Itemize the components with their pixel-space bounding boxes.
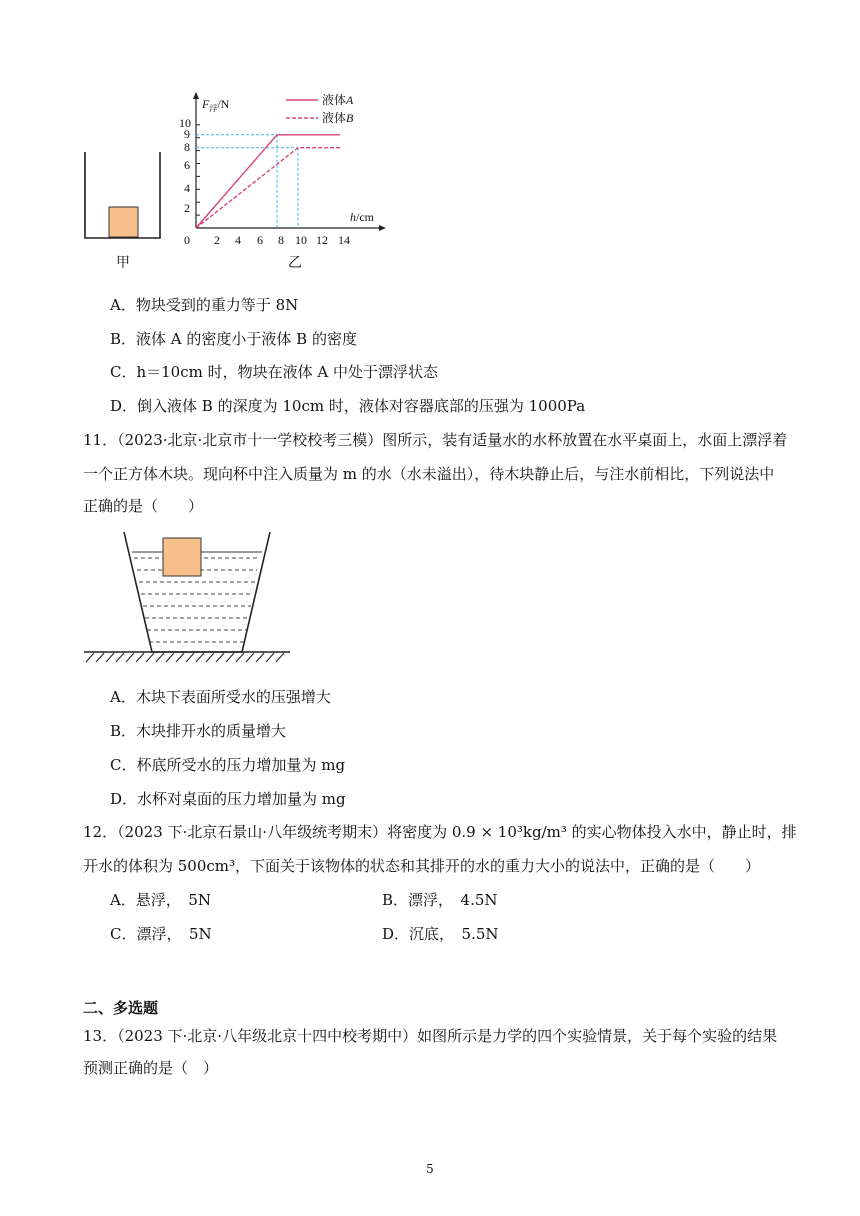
q13-stem-line1: 13．（2023 下·北京·八年级北京十四中校考期中）如图所示是力学的四个实验情景，关于每个实验的结果	[83, 1027, 778, 1045]
guide-lines	[196, 135, 298, 228]
q10-option-d: D．倒入液体 B 的深度为 10cm 时，液体对容器底部的压强为 1000Pa	[110, 397, 586, 415]
legend-b-label: 液体B	[322, 111, 354, 125]
x-tick-label: 10	[295, 233, 307, 247]
y-ticks	[196, 121, 200, 215]
floating-block	[163, 538, 201, 576]
figure-yi-label: 乙	[288, 255, 302, 271]
q13-stem-line2: 预测正确的是（ ）	[83, 1059, 219, 1077]
y-tick-label: 4	[184, 181, 190, 195]
series-liquid-a	[196, 135, 340, 228]
x-tick-label: 12	[316, 233, 328, 247]
series-liquid-b	[196, 148, 340, 228]
legend-a-label: 液体A	[322, 93, 354, 107]
q12-stem-line2: 开水的体积为 500cm³，下面关于该物体的状态和其排开的水的重力大小的说法中，正确的是（ ）	[83, 857, 761, 875]
y-tick-label: 2	[184, 201, 190, 215]
x-tick-label: 6	[257, 233, 263, 247]
table-hatching	[86, 653, 284, 662]
q12-option-d: D．沉底， 5.5N	[382, 925, 499, 943]
q12-option-a: A．悬浮， 5N	[110, 891, 212, 909]
x-tick-label: 4	[235, 233, 241, 247]
x-tick-label: 14	[338, 233, 350, 247]
q11-option-a: A．木块下表面所受水的压强增大	[110, 688, 331, 706]
x-tick-label: 2	[214, 233, 220, 247]
q10-option-b: B．液体 A 的密度小于液体 B 的密度	[110, 330, 357, 348]
q11-option-c: C．杯底所受水的压力增加量为 mg	[110, 756, 346, 774]
x-tick-label: 0	[184, 233, 190, 247]
q11-stem-line2: 一个正方体木块。现向杯中注入质量为 m 的水（水未溢出），待木块静止后，与注水前相比，下列说法中	[83, 465, 775, 483]
x-axis-arrow	[379, 225, 386, 231]
y-tick-label: 10	[179, 116, 191, 130]
block	[109, 207, 138, 237]
q12-option-c: C．漂浮， 5N	[110, 925, 212, 943]
y-tick-label: 9	[184, 127, 190, 141]
q11-stem-line3: 正确的是（ ）	[83, 497, 204, 515]
q10-option-c: C．h＝10cm 时，物块在液体 A 中处于漂浮状态	[110, 363, 438, 381]
x-axis-label: h/cm	[350, 210, 374, 224]
figure-jia	[80, 150, 170, 240]
q11-option-b: B．木块排开水的质量增大	[110, 722, 287, 740]
x-tick-label: 8	[278, 233, 284, 247]
figure-yi-graph	[170, 88, 390, 248]
page-number: 5	[426, 1162, 434, 1176]
q11-option-d: D．水杯对桌面的压力增加量为 mg	[110, 790, 346, 808]
q12-stem-line1: 12．（2023 下·北京石景山·八年级统考期末）将密度为 0.9 × 10³kg/m³ 的实心物体投入水中，静止时，排	[83, 823, 797, 841]
section-title: 二、多选题	[83, 999, 159, 1017]
y-axis-label: $F_浮/N$	[202, 97, 230, 113]
y-tick-label: 8	[184, 140, 190, 154]
q10-option-a: A．物块受到的重力等于 8N	[110, 296, 299, 314]
figure-cup	[82, 528, 292, 668]
q11-stem-line1: 11．（2023·北京·北京市十一学校校考三模）图所示，装有适量水的水杯放置在水平桌面上，水面上漂浮着	[83, 431, 788, 449]
y-axis-arrow	[193, 92, 199, 99]
q12-option-b: B．漂浮， 4.5N	[382, 891, 498, 909]
y-tick-label: 6	[184, 158, 190, 172]
figure-jia-label: 甲	[116, 255, 130, 271]
